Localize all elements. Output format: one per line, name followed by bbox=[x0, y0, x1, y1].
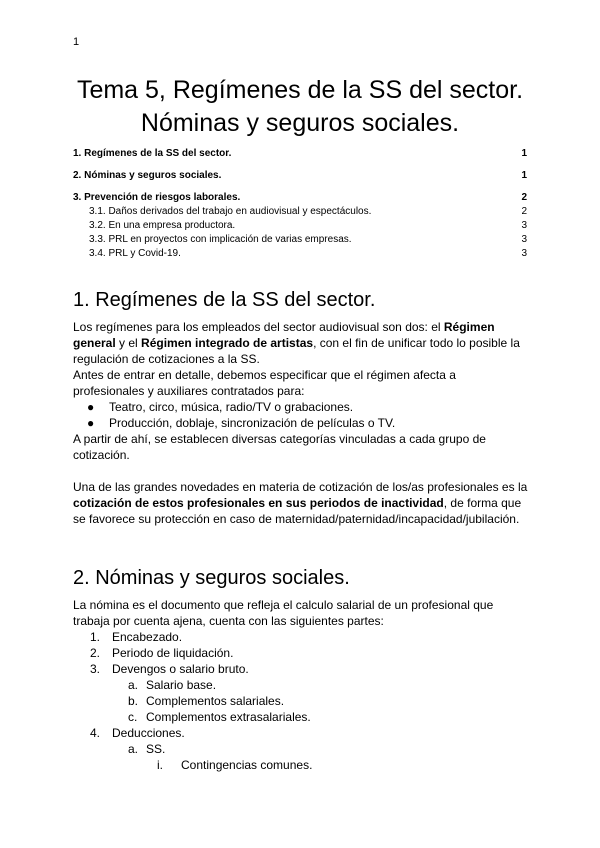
document-title: Tema 5, Regímenes de la SS del sector. Nóminas y seguros sociales. bbox=[76, 76, 524, 137]
table-of-contents bbox=[73, 147, 527, 261]
list-item bbox=[73, 399, 528, 415]
bullet-marker: ● bbox=[87, 400, 95, 414]
list-item-text: Salario base. bbox=[146, 678, 217, 692]
toc-entry-page: 1 bbox=[521, 148, 527, 159]
toc-entry-label: 3.2. En una empresa productora. bbox=[89, 220, 236, 231]
list-item-text: SS. bbox=[146, 742, 166, 756]
list-item-text: Teatro, circo, música, radio/TV o grabaciones. bbox=[109, 400, 354, 414]
list-item bbox=[73, 741, 528, 757]
section-1-body bbox=[73, 319, 528, 527]
list-item-text: Deducciones. bbox=[112, 726, 185, 740]
toc-entry-label: 2. Nóminas y seguros sociales. bbox=[73, 170, 222, 181]
list-marker: b. bbox=[128, 694, 139, 708]
toc-entry-label: 1. Regímenes de la SS del sector. bbox=[73, 148, 232, 159]
section-heading: 2. Nóminas y seguros sociales. bbox=[73, 567, 350, 589]
text-run: Los regímenes para los empleados del sector audiovisual son dos: el bbox=[73, 320, 444, 334]
list-item-text: Producción, doblaje, sincronización de películas o TV. bbox=[109, 416, 396, 430]
paragraph bbox=[73, 479, 528, 527]
list-item-text: Contingencias comunes. bbox=[181, 758, 313, 772]
list-item bbox=[73, 709, 528, 725]
toc-subentry[interactable] bbox=[73, 205, 527, 219]
list-item bbox=[73, 677, 528, 693]
toc-entry-page: 3 bbox=[521, 220, 527, 231]
toc-subentry[interactable] bbox=[73, 219, 527, 233]
paragraph: Antes de entrar en detalle, debemos especificar que el régimen afecta a profesionales y auxiliares contratados para: bbox=[73, 368, 456, 398]
list-marker: i. bbox=[157, 758, 163, 772]
list-item-text: Encabezado. bbox=[112, 630, 183, 644]
list-item-text: Complementos salariales. bbox=[146, 694, 285, 708]
toc-entry-label: 3.4. PRL y Covid-19. bbox=[89, 248, 181, 259]
toc-entry-page: 2 bbox=[521, 206, 527, 217]
list-item-text: Complementos extrasalariales. bbox=[146, 710, 311, 724]
toc-entry[interactable] bbox=[73, 169, 527, 183]
bold-text: Régimen general bbox=[73, 320, 495, 350]
bullet-marker: ● bbox=[87, 416, 95, 430]
toc-subentry[interactable] bbox=[73, 233, 527, 247]
text-run: y el bbox=[115, 336, 142, 350]
bold-text: cotización de estos profesionales en sus periodos de inactividad bbox=[73, 496, 444, 510]
paragraph: La nómina es el documento que refleja el calculo salarial de un profesional que trabaja por cuenta ajena, cuenta con las siguientes partes: bbox=[73, 598, 494, 628]
page-number: 1 bbox=[73, 36, 80, 48]
list-marker: a. bbox=[128, 678, 139, 692]
list-item bbox=[73, 645, 528, 661]
section-heading: 1. Regímenes de la SS del sector. bbox=[73, 289, 376, 311]
text-run: , con el fin de unificar todo lo posible la regulación de cotizaciones a la SS. bbox=[73, 336, 520, 366]
list-item bbox=[73, 693, 528, 709]
list-item-text: Periodo de liquidación. bbox=[112, 646, 234, 660]
list-item bbox=[73, 661, 528, 677]
list-item-text: Devengos o salario bruto. bbox=[112, 662, 249, 676]
text-run: Una de las grandes novedades en materia de cotización de los/as profesionales es la bbox=[73, 480, 528, 494]
toc-entry-page: 3 bbox=[521, 234, 527, 245]
toc-subentry[interactable] bbox=[73, 247, 527, 261]
list-marker: 3. bbox=[90, 662, 101, 676]
bold-text: Régimen integrado de artistas bbox=[141, 336, 314, 350]
toc-entry[interactable] bbox=[73, 147, 527, 161]
text-run: , de forma que se favorece su protección en caso de maternidad/paternidad/incapacidad/jubilación. bbox=[73, 496, 522, 526]
list-marker: 2. bbox=[90, 646, 101, 660]
paragraph bbox=[73, 319, 528, 367]
toc-entry-label: 3.3. PRL en proyectos con implicación de varias empresas. bbox=[89, 234, 352, 245]
list-item bbox=[73, 415, 528, 431]
list-marker: 1. bbox=[90, 630, 101, 644]
list-marker: a. bbox=[128, 742, 139, 756]
toc-entry[interactable] bbox=[73, 191, 527, 205]
list-item bbox=[73, 725, 528, 741]
toc-entry-page: 3 bbox=[521, 248, 527, 259]
paragraph: A partir de ahí, se establecen diversas categorías vinculadas a cada grupo de cotización. bbox=[73, 432, 486, 462]
list-item bbox=[73, 629, 528, 645]
toc-entry-page: 1 bbox=[521, 170, 527, 181]
toc-entry-page: 2 bbox=[521, 192, 527, 203]
list-item bbox=[73, 757, 528, 773]
toc-entry-label: 3. Prevención de riesgos laborales. bbox=[73, 192, 241, 203]
section-2-body bbox=[73, 597, 528, 773]
list-marker: c. bbox=[128, 710, 138, 724]
toc-entry-label: 3.1. Daños derivados del trabajo en audiovisual y espectáculos. bbox=[89, 206, 372, 217]
list-marker: 4. bbox=[90, 726, 101, 740]
